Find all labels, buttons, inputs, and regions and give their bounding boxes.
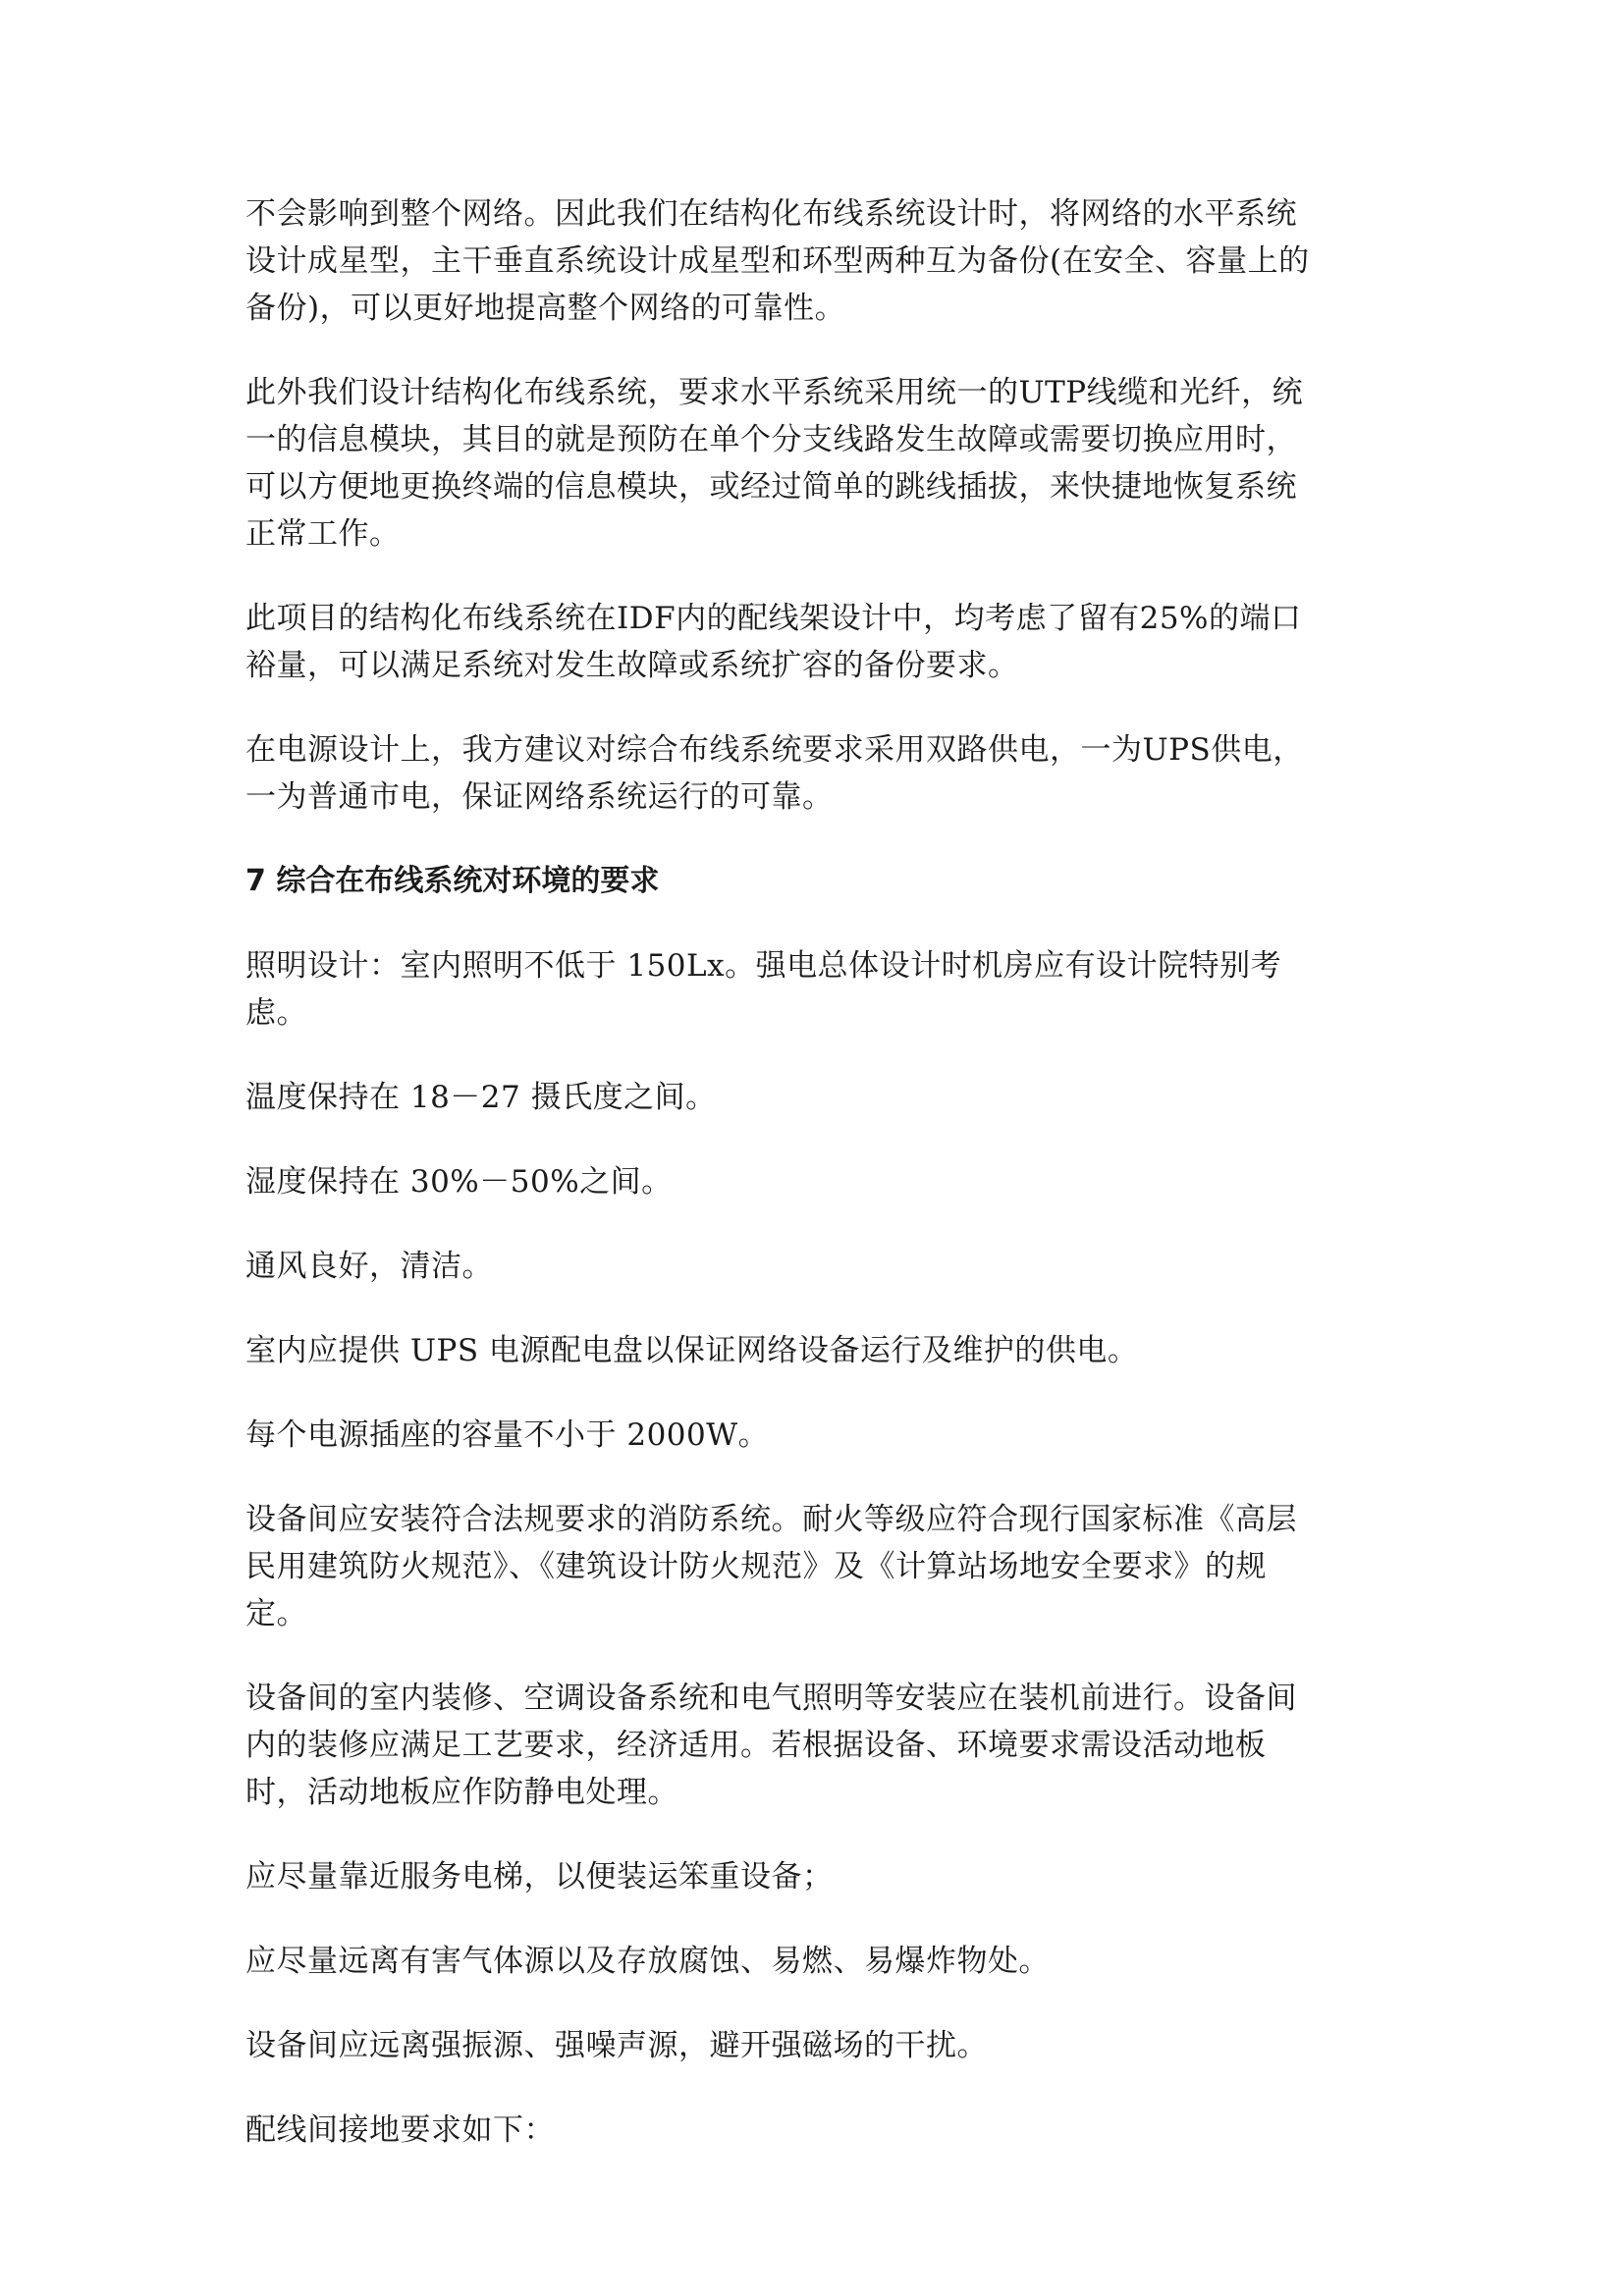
requirement-humidity: 湿度保持在 30%－50%之间。 [245, 1164, 673, 1200]
requirement-elevator-proximity: 应尽量靠近服务电梯，以便装运笨重设备； [245, 1859, 834, 1895]
requirement-temperature: 温度保持在 18－27 摄氏度之间。 [245, 1080, 717, 1115]
requirement-grounding: 配线间接地要求如下： [245, 2112, 555, 2148]
requirement-interference: 设备间应远离强振源、强噪声源，避开强磁场的干扰。 [245, 2028, 988, 2063]
requirement-interior-fitout: 设备间的室内装修、空调设备系统和电气照明等安装应在装机前进行。设备间 内的装修应满足工艺要求，经济适用。若根据设备、环境要求需设活动地板 时，活动地板应作防静电处理。 [245, 1681, 1297, 1810]
section-heading: 7 综合在布线系统对环境的要求 [245, 864, 660, 898]
paragraph-idf-port-margin: 此项目的结构化布线系统在IDF内的配线架设计中，均考虑了留有25%的端口 裕量，可以满足系统对发生故障或系统扩容的备份要求。 [245, 601, 1302, 683]
requirement-socket-capacity: 每个电源插座的容量不小于 2000W。 [245, 1417, 770, 1453]
requirement-hazard-distance: 应尽量远离有害气体源以及存放腐蚀、易燃、易爆炸物处。 [245, 1944, 1050, 1979]
requirement-fire-protection: 设备间应安装符合法规要求的消防系统。耐火等级应符合现行国家标准《高层 民用建筑防火规范》、《建筑设计防火规范》及《计算站场地安全要求》的规 定。 [245, 1502, 1297, 1631]
paragraph-power-design: 在电源设计上，我方建议对综合布线系统要求采用双路供电，一为UPS供电， 一为普通市电，保证网络系统运行的可靠。 [245, 732, 1304, 815]
requirement-ups-panel: 室内应提供 UPS 电源配电盘以保证网络设备运行及维护的供电。 [245, 1333, 1139, 1368]
requirement-lighting: 照明设计：室内照明不低于 150Lx。强电总体设计时机房应有设计院特别考 虑。 [245, 948, 1282, 1031]
requirement-ventilation: 通风良好，清洁。 [245, 1249, 493, 1284]
paragraph-utp-cabling: 此外我们设计结构化布线系统，要求水平系统采用统一的UTP线缆和光纤，统 一的信息模块，其目的就是预防在单个分支线路发生故障或需要切换应用时， 可以方便地更换终端的信息模块，或经过简单的跳线插拔，来快捷地恢复系统 正常工作。 [245, 375, 1304, 552]
paragraph-network-topology: 不会影响到整个网络。因此我们在结构化布线系统设计时，将网络的水平系统 设计成星型，主干垂直系统设计成星型和环型两种互为备份(在安全、容量上的 备份)，可以更好地提高整个网络的可靠性。 [245, 196, 1310, 326]
document-body [245, 190, 1384, 2191]
